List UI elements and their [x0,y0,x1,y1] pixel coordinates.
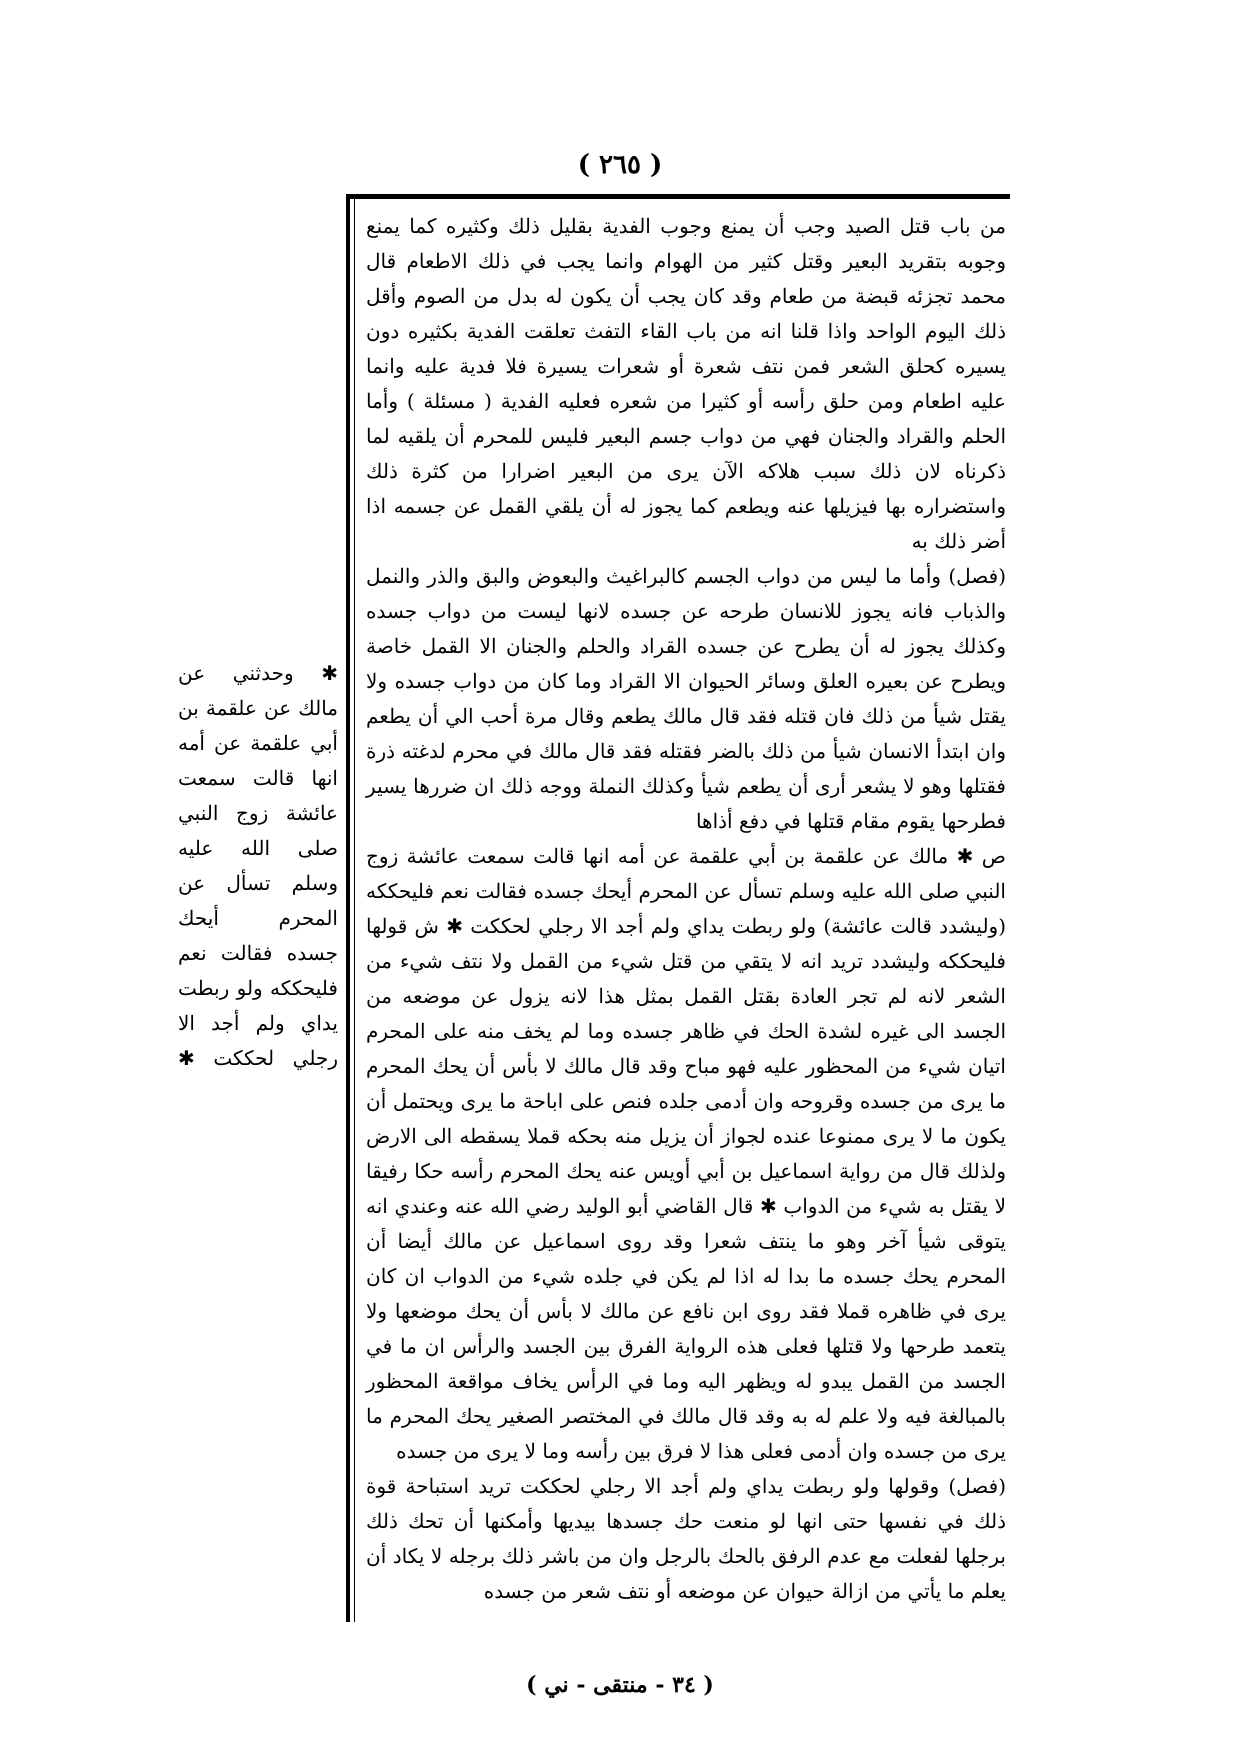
main-text-block [346,194,1010,1622]
main-text [350,199,1010,1609]
margin-note: ✱ وحدثني عن مالك عن علقمة بن أبي علقمة عن أمه انها قالت سمعت عائشة زوج النبي صلى الله عليه وسلم تسأل عن المحرم أيحك جسده فقالت نعم فليحككه ولو ربطت يداي ولم أجد الا رجلي لحككت ✱ [178,661,338,1070]
paragraph: ص ✱ مالك عن علقمة بن أبي علقمة عن أمه انها قالت سمعت عائشة زوج النبي صلى الله عليه وسلم تسأل عن المحرم أيحك جسده فقالت نعم فليحككه (وليشدد قالت عائشة) ولو ربطت يداي ولم أجد الا رجلي لحككت ✱ ش قولها فليحككه وليشدد تريد انه لا يتقي من قتل شيء من القمل ولا نتف شيء من الشعر لانه لم تجر العادة بقتل القمل بمثل هذا لانه يزول عن موضعه من الجسد الى غيره لشدة الحك في ظاهر جسده وما لم يخف منه على المحرم اتيان شيء من المحظور عليه فهو مباح وقد قال مالك لا بأس أن يحك المحرم ما يرى من جسده وقروحه وان أدمى جلده فنص على اباحة ما يرى ويحتمل أن يكون ما لا يرى ممنوعا عنده لجواز أن يزيل منه بحكه قملا يسقطه الى الارض ولذلك قال من رواية اسماعيل بن أبي أويس عنه يحك المحرم رأسه حكا رفيقا لا يقتل به شيء من الدواب ✱ قال القاضي أبو الوليد رضي الله عنه وعندي انه يتوقى شيأ آخر وهو ما ينتف شعرا وقد روى اسماعيل عن مالك أيضا أن المحرم يحك جسده ما بدا له اذا لم يكن في جلده شيء من الدواب ان كان يرى في ظاهره قملا فقد روى ابن نافع عن مالك لا بأس أن يحك موضعها ولا يتعمد طرحها ولا قتلها فعلى هذه الرواية الفرق بين الجسد والرأس ان ما في الجسد من القمل يبدو له ويظهر اليه وما في الرأس يخاف مواقعة المحظور بالمبالغة فيه ولا علم له به وقد قال مالك في المختصر الصغير يحك المحرم ما يرى من جسده وان أدمى فعلى هذا لا فرق بين رأسه وما لا يرى من جسده [366,844,1006,1463]
paragraph: (فصل) وأما ما ليس من دواب الجسم كالبراغيث والبعوض والبق والذر والنمل والذباب فانه يجوز للانسان طرحه عن جسده لانها ليست من دواب جسده وكذلك يجوز له أن يطرح عن جسده القراد والحلم والجنان الا القمل خاصة ويطرح عن بعيره العلق وسائر الحيوان الا القراد وما كان من دواب جسده ولا يقتل شيأ من ذلك فان قتله فقد قال مالك يطعم وقال مرة أحب الي أن يطعم وان ابتدأ الانسان شيأ من ذلك بالضر فقتله فقد قال مالك في محرم لدغته ذرة فقتلها وهو لا يشعر أرى أن يطعم شيأ وكذلك النملة ووجه ذلك ان ضررها يسير فطرحها يقوم مقام قتلها في دفع أذاها [366,564,1007,833]
page-number: ( ٢٦٥ ) [577,150,663,180]
footer-signature: ( ٣٤ - منتقى - ني ) [526,1672,714,1698]
column-rule [354,199,355,1622]
paragraph: من باب قتل الصيد وجب أن يمنع وجوب الفدية بقليل ذلك وكثيره كما يمنع وجوبه بتقريد البعير وقتل كثير من الهوام وانما يجب في ذلك الاطعام قال محمد تجزئه قبضة من طعام وقد كان يجب أن يكون له بدل من الصوم وأقل ذلك اليوم الواحد واذا قلنا انه من باب القاء التفث تعلقت الفدية بكثيره دون يسيره كحلق الشعر فمن نتف شعرة أو شعرات يسيرة فلا فدية عليه وانما عليه اطعام ومن حلق رأسه أو كثيرا من شعره فعليه الفدية ( مسئلة ) وأما الحلم والقراد والجنان فهي من دواب جسم البعير فليس للمحرم أن يلقيه لما ذكرناه لان ذلك سبب هلاكه الآن يرى من البعير اضرارا من كثرة ذلك واستضراره بها فيزيلها عنه ويطعم كما يجوز له أن يلقي القمل عن جسمه اذا أضر ذلك به [366,214,1006,553]
paragraph: (فصل) وقولها ولو ربطت يداي ولم أجد الا رجلي لحككت تريد استباحة قوة ذلك في نفسها حتى انها لو منعت حك جسدها بيديها وأمكنها أن تحك ذلك برجلها لفعلت مع عدم الرفق بالحك بالرجل وان من باشر ذلك برجله لا يكاد أن يعلم ما يأتي من ازالة حيوان عن موضعه أو نتف شعر من جسده [366,1474,1007,1603]
